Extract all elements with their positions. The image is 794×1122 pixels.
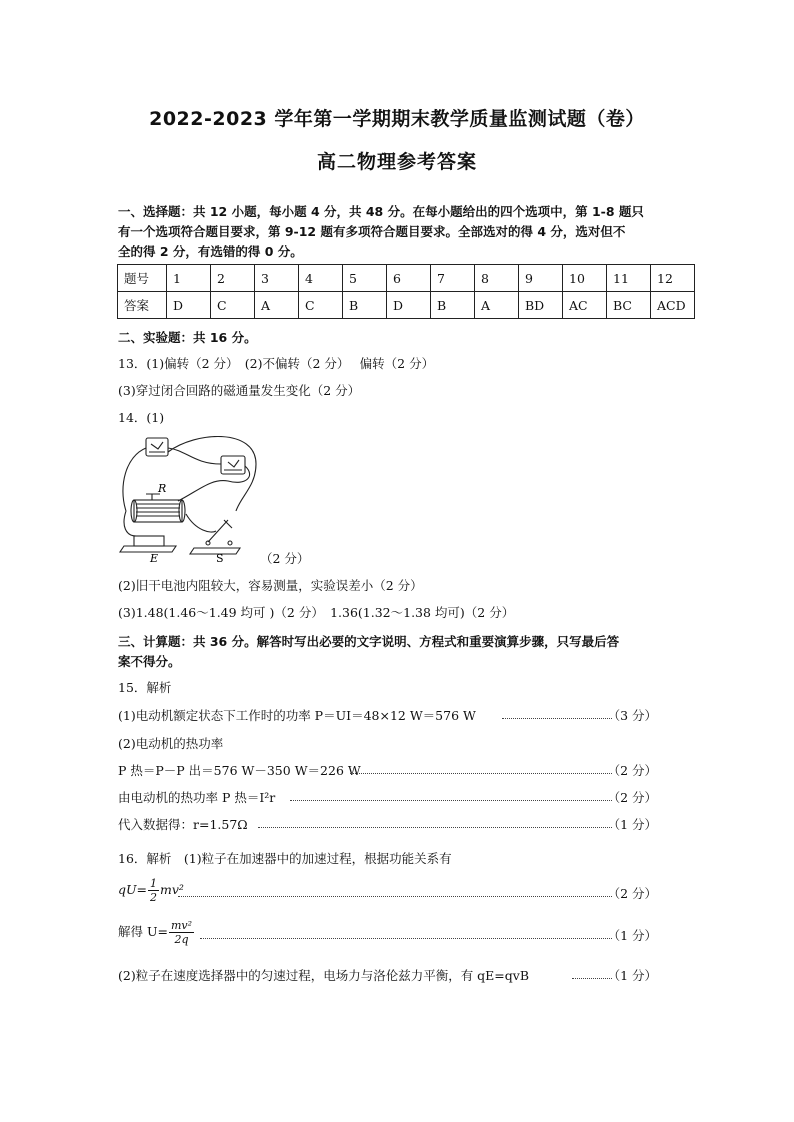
q14-label: 14．(1): [118, 410, 165, 425]
q15-line2: (2)电动机的热功率: [118, 736, 224, 751]
page-title: 2022-2023 学年第一学期期末教学质量监测试题（卷）: [149, 108, 645, 130]
q16-eq2: [118, 920, 195, 945]
table-cell: 1: [167, 265, 211, 292]
eq2-numerator: mv²: [170, 919, 193, 932]
part2-header: 二、实验题：共 16 分。: [118, 330, 257, 345]
circuit-diagram: [116, 436, 272, 566]
q15-line1-text: (1)电动机额定状态下工作时的功率 P＝UI＝48×12 W＝576 W: [118, 708, 476, 723]
table-cell: 7: [431, 265, 475, 292]
leader-dots: [290, 800, 612, 801]
battery-icon: [120, 546, 176, 552]
leader-dots: [502, 718, 612, 719]
leader-dots: [350, 773, 612, 774]
leader-dots: [178, 896, 612, 897]
q15-line1-score: （3 分）: [607, 708, 657, 723]
table-row-label: 答案: [118, 292, 167, 319]
table-cell: 10: [563, 265, 607, 292]
eq1-numerator: 1: [150, 877, 158, 890]
leader-dots: [572, 978, 612, 979]
table-row-label: 题号: [118, 265, 167, 292]
part3-header-line2: 案不得分。: [118, 654, 181, 669]
part1-intro-line2: 有一个选项符合题目要求，第 9-12 题有多项符合题目要求。全部选对的得 4 分，选对但不: [118, 224, 626, 239]
q16-line4-text: (2)粒子在速度选择器中的匀速过程，电场力与洛伦兹力平衡，有 qE=qvB: [118, 968, 530, 983]
table-cell: 11: [607, 265, 651, 292]
table-cell: 12: [651, 265, 695, 292]
q15-line5-score: （1 分）: [607, 817, 657, 832]
q15-line3-text: P 热＝P－P 出＝576 W－350 W＝226 W: [118, 763, 361, 778]
part1-intro-line3: 全的得 2 分，有选错的得 0 分。: [118, 244, 303, 259]
table-cell: AC: [563, 292, 607, 319]
q16-eq1: [118, 878, 184, 903]
table-cell: C: [299, 292, 343, 319]
table-cell: D: [167, 292, 211, 319]
table-cell: 6: [387, 265, 431, 292]
eq2-fraction: [169, 920, 194, 945]
table-cell: 2: [211, 265, 255, 292]
q13-line2: (3)穿过闭合回路的磁通量发生变化（2 分）: [118, 383, 361, 398]
table-cell: A: [475, 292, 519, 319]
fig-label-s: S: [216, 552, 224, 565]
q16-line1: 16．解析 (1)粒子在加速器中的加速过程，根据功能关系有: [118, 851, 452, 866]
leader-dots: [200, 938, 612, 939]
ammeter-icon: [221, 456, 245, 474]
eq2-lhs: 解得 U=: [118, 924, 168, 939]
eq1-denominator: 2: [150, 891, 158, 904]
q15-line4-score: （2 分）: [607, 790, 657, 805]
table-cell: 9: [519, 265, 563, 292]
eq1-fraction: [148, 878, 159, 903]
leader-dots: [258, 827, 612, 828]
q15-line3-score: （2 分）: [607, 763, 657, 778]
q14-line3: (3)1.48(1.46～1.49 均可 )（2 分） 1.36(1.32～1.38 均可)（2 分）: [118, 605, 515, 620]
q16-eq2-score: （1 分）: [607, 928, 657, 943]
table-cell: C: [211, 292, 255, 319]
q15-line5-text: 代入数据得：r=1.57Ω: [118, 817, 248, 832]
q16-eq1-score: （2 分）: [607, 886, 657, 901]
table-cell: 5: [343, 265, 387, 292]
voltmeter-icon: [146, 438, 168, 456]
q14-figure-score: （2 分）: [260, 551, 310, 566]
table-cell: ACD: [651, 292, 695, 319]
table-cell: B: [431, 292, 475, 319]
q15-line4-text: 由电动机的热功率 P 热＝I²r: [118, 790, 276, 805]
part3-header-line1: 三、计算题：共 36 分。解答时写出必要的文字说明、方程式和重要演算步骤，只写最后答: [118, 634, 620, 649]
q16-line4-score: （1 分）: [607, 968, 657, 983]
fig-label-e: E: [150, 552, 159, 565]
q13-line1: 13．(1)偏转（2 分） (2)不偏转（2 分） 偏转（2 分）: [118, 356, 435, 371]
eq1-rhs: mv²: [160, 882, 184, 897]
table-cell: 4: [299, 265, 343, 292]
rheostat-icon: [134, 500, 182, 522]
q14-line2: (2)旧干电池内阻较大，容易测量，实验误差小（2 分）: [118, 578, 423, 593]
answer-table: [117, 264, 695, 319]
table-cell: B: [343, 292, 387, 319]
table-cell: 8: [475, 265, 519, 292]
table-cell: BC: [607, 292, 651, 319]
table-row-numbers: [118, 265, 695, 292]
eq2-denominator: 2q: [174, 933, 189, 946]
q15-label: 15．解析: [118, 680, 172, 695]
part1-intro-line1: 一、选择题：共 12 小题，每小题 4 分，共 48 分。在每小题给出的四个选项中，第 1-8 题只: [118, 204, 644, 219]
table-cell: BD: [519, 292, 563, 319]
table-cell: A: [255, 292, 299, 319]
table-cell: D: [387, 292, 431, 319]
switch-icon: [190, 548, 240, 554]
fig-label-r: R: [158, 482, 167, 495]
table-cell: 3: [255, 265, 299, 292]
table-row-answers: [118, 292, 695, 319]
page-subtitle: 高二物理参考答案: [316, 151, 477, 173]
eq1-lhs: qU=: [118, 882, 148, 897]
